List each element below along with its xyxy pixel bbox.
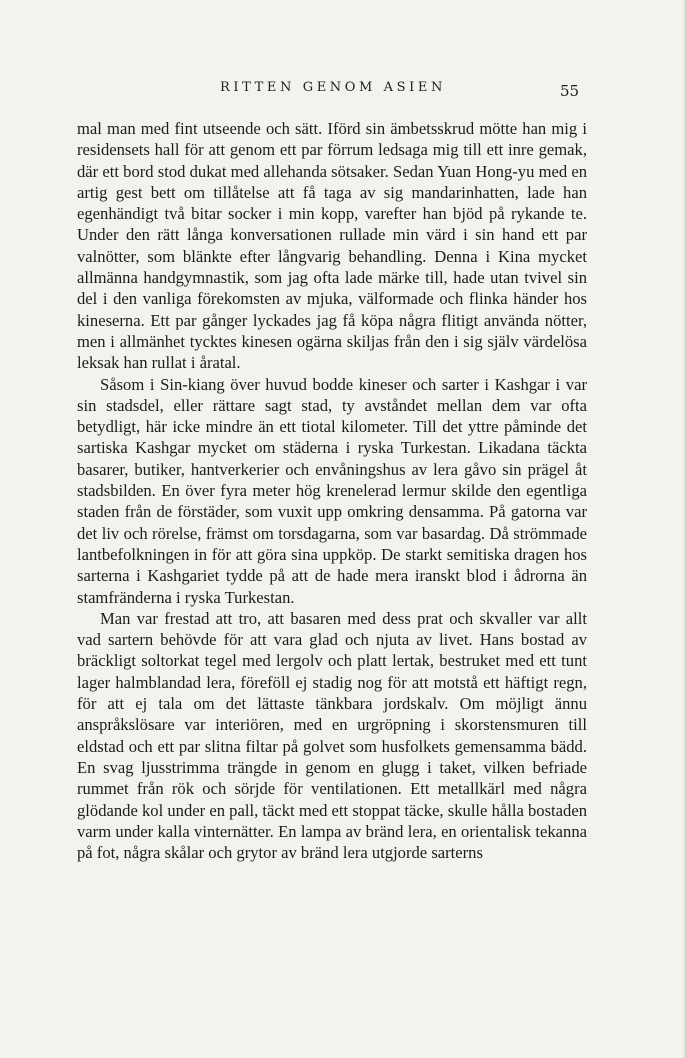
- page-number: 55: [560, 82, 580, 100]
- paragraph-1: mal man med fint utseende och sätt. Iförd sin ämbetsskrud mötte han mig i residensets hall för att genom ett par förrum ledsaga mig till ett inre gemak, där ett bord stod dukat med allehanda sötsaker. Sedan Yuan Hong-yu med en artig gest bett om tillåtelse att få taga av sig mandarinhatten, lade han egenhändigt två bitar socker i min kopp, varefter han bjöd på rykande te. Under den rätt långa konversationen rullade min värd i sin hand ett par valnötter, som blänkte efter långvarig behandling. Denna i Kina mycket allmänna handgymnastik, som jag ofta lade märke till, hade utan tvivel sin del i den vanliga förekomsten av mjuka, välformade och flinka händer hos kineserna. Ett par gånger lyckades jag få köpa några flitigt använda nötter, men i allmänhet tycktes kinesen ogärna skiljas från den i sig själv värdelösa leksak han rullat i åratal.: [77, 119, 587, 373]
- page-edge-shadow: [683, 0, 687, 1058]
- running-head: [0, 80, 687, 104]
- paragraph-3: Man var frestad att tro, att basaren med dess prat och skvaller var allt vad sartern behövde för att vara glad och njuta av livet. Hans bostad av bräckligt soltorkat tegel med lergolv och platt lertak, bestruket med ett tunt lager halmblandad lera, föreföll ej stadig nog för att motstå ett häftigt regn, för att ej tala om det lättaste tänkbara jordskalv. Om möjligt ännu anspråkslösare var interiören, med en urgröpning i skorstensmuren till eldstad och ett par slitna filtar på golvet som husfolkets gemensamma bädd. En svag ljusstrimma trängde in genom en glugg i taket, vilken befriade rummet från rök och sörjde för ventilationen. Ett metallkärl med några glödande kol under en pall, täckt med ett stoppat täcke, skulle hålla bostaden varm under kalla vinternätter. En lampa av bränd lera, en orientalisk tekanna på fot, några skålar och grytor av bränd lera utgjorde sarterns: [77, 608, 587, 863]
- running-title: RITTEN GENOM ASIEN: [220, 80, 446, 95]
- paragraph-2: Såsom i Sin-kiang över huvud bodde kineser och sarter i Kashgar i var sin stadsdel, eller rättare sagt stad, ty avståndet mellan dem var ofta betydligt, här icke mindre än ett tiotal kilometer. Till det yttre påminde det sartiska Kashgar mycket om städerna i ryska Turkestan. Likadana täckta basarer, butiker, hantverkerier och envåningshus av lera gåvo sin prägel åt stadsbilden. En över fyra meter hög krenelerad lermur skilde den egentliga staden från de förstäder, som vuxit upp omkring densamma. På gatorna var det liv och rörelse, främst om torsdagarna, som var basardag. Då strömmade lantbefolkningen in för att göra sina uppköp. De starkt semitiska dragen hos sarterna i Kashgariet tydde på att de hade mera iranskt blod i ådrorna än stamfränderna i ryska Turkestan.: [77, 374, 587, 607]
- body-text: [77, 118, 587, 863]
